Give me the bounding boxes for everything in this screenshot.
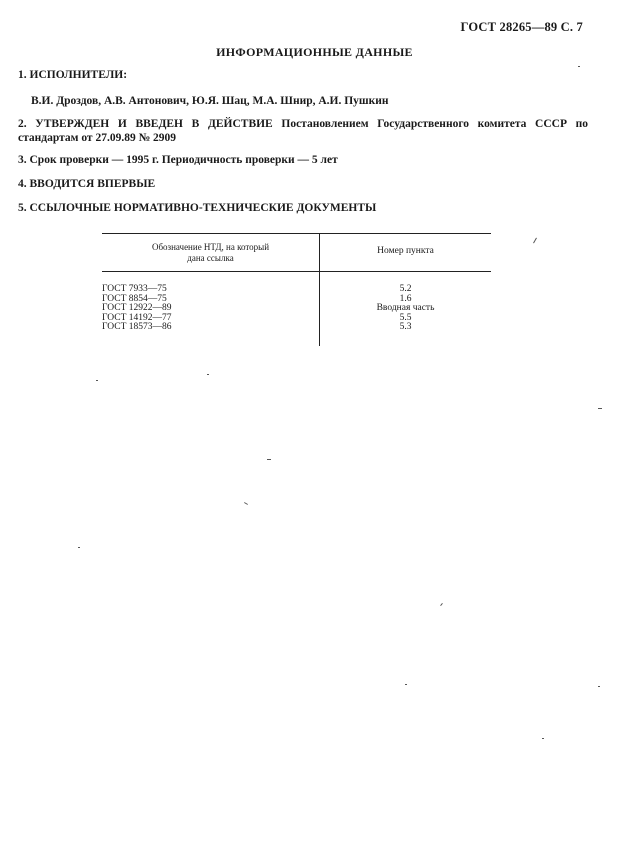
reference-documents-table	[102, 233, 491, 346]
table-cell-item: Вводная часть	[376, 303, 435, 313]
table-cell-document: ГОСТ 14192—77	[102, 312, 172, 323]
section-4: 4. ВВОДИТСЯ ВПЕРВЫЕ	[18, 178, 156, 190]
section-5-heading: 5. ССЫЛОЧНЫЕ НОРМАТИВНО-ТЕХНИЧЕСКИЕ ДОКУМЕНТЫ	[18, 202, 377, 214]
table-body	[102, 285, 491, 333]
table-cell-item: 5.5	[399, 312, 412, 323]
scan-speck	[96, 380, 98, 381]
table-cell-item: 5.2	[399, 284, 412, 294]
table-cell-document: ГОСТ 7933—75	[102, 284, 167, 294]
standard-page-header: ГОСТ 28265—89 С. 7	[460, 20, 583, 34]
section-1-authors: В.И. Дроздов, А.В. Антонович, Ю.Я. Шац, М.А. Шнир, А.И. Пушкин	[31, 95, 389, 107]
table-header-rule	[102, 271, 491, 272]
scan-speck	[533, 238, 537, 244]
scan-speck	[578, 66, 580, 67]
section-2-body: Постановлением Государственного комитета СССР по стандартам от 27.09.89 № 2909	[18, 118, 588, 144]
scan-speck	[244, 502, 248, 505]
scan-speck	[78, 547, 80, 548]
table-cell-document: ГОСТ 12922—89	[102, 303, 172, 313]
scan-speck	[267, 459, 271, 460]
scan-speck	[440, 603, 443, 606]
table-cell-item: 5.3	[399, 322, 412, 332]
scan-speck	[207, 374, 209, 375]
section-2	[18, 117, 588, 145]
table-cell-document: ГОСТ 8854—75	[102, 293, 167, 304]
table-top-rule	[102, 233, 491, 234]
table-row	[102, 323, 491, 333]
table-cell-document: ГОСТ 18573—86	[102, 322, 172, 332]
table-cell-item: 1.6	[399, 293, 412, 304]
table-header-item-number: Номер пункта	[377, 246, 434, 256]
section-3: 3. Срок проверки — 1995 г. Периодичность проверки — 5 лет	[18, 154, 338, 166]
page-title: ИНФОРМАЦИОННЫЕ ДАННЫЕ	[216, 45, 413, 59]
scan-speck	[598, 686, 600, 687]
table-header-document-line1: Обозначение НТД, на который	[151, 242, 270, 252]
table-header-document-line2: дана ссылка	[187, 252, 234, 263]
section-2-heading: 2. УТВЕРЖДЕН И ВВЕДЕН В ДЕЙСТВИЕ	[18, 118, 273, 130]
section-1-heading: 1. ИСПОЛНИТЕЛИ:	[18, 69, 128, 81]
scan-speck	[405, 684, 407, 685]
scan-speck	[542, 738, 544, 739]
scan-speck	[598, 408, 602, 409]
table-header-document	[102, 242, 319, 263]
